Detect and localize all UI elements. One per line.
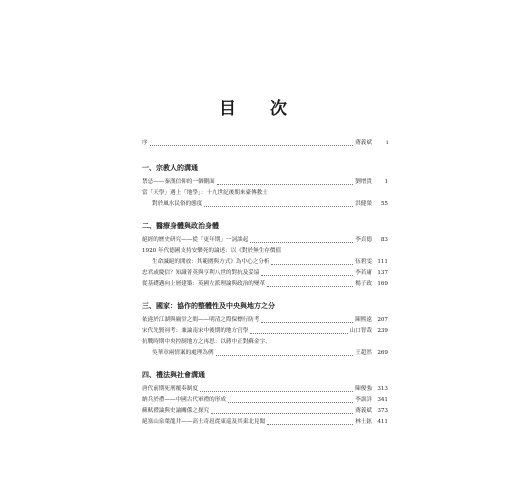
entry-page: 111 [377,259,388,265]
dot-leader [211,413,353,414]
section-heading: 三、國家：協作的整體性及中央與地方之分 [142,301,275,310]
entry-author: 陳熙遠 [355,317,372,323]
dot-leader [204,206,353,207]
dot-leader [200,391,353,392]
toc-entry[interactable] [142,348,388,359]
entry-author: 洪健榮 [355,201,372,207]
entry-title: 唐代前期死刑覆奏制度 [142,386,198,392]
toc-entry[interactable] [142,326,388,337]
toc-entry[interactable] [142,315,388,326]
dot-leader [217,184,353,185]
section-heading: 四、禮法與社會溝通 [142,370,205,379]
entry-title: 對於風水民俗的態度 [152,201,203,207]
entry-title: 依違於江湖與廟堂之間——明清之際保標行防考 [142,317,260,323]
toc-entry[interactable] [142,268,388,279]
entry-author: 李貞德 [355,237,372,243]
entry-page: 373 [377,408,388,414]
entry-author: 劉增貴 [355,179,372,185]
toc-entry[interactable] [142,235,388,246]
toc-entry[interactable] [142,246,388,257]
entry-title: 從基礎邁向上層建築：英國左派理論與政治的變革 [142,281,266,287]
toc-entry[interactable] [142,406,388,417]
entry-author: 李訓詳 [355,397,372,403]
toc-entry[interactable] [142,279,388,290]
toc-entry[interactable] [142,199,388,210]
entry-page: 239 [377,328,388,334]
dot-leader [267,424,353,425]
dot-leader [271,264,353,265]
entry-page: 411 [377,419,388,425]
entry-author: 楊子政 [355,281,372,287]
entry-page: 313 [377,386,388,392]
dot-leader [228,402,353,403]
dot-leader [250,242,353,243]
entry-author: 陳俊強 [355,386,372,392]
entry-title: 生命滅絕的開放：其範圍與方式》為中心之分析 [152,259,270,265]
toc-section [142,299,388,359]
entry-author: 李若庸 [355,270,372,276]
entry-title: 禁忌——秦漢信仰的一個側面 [142,179,215,185]
entry-author: 蔣義斌 [355,408,372,414]
toc-entry[interactable] [142,337,388,348]
entry-page: i [386,140,388,146]
entry-page: 1 [384,179,388,185]
entry-title: 序 [142,140,148,146]
entry-title: 抗戰時期中央控制地方之再思：以蔣中正對蘇金字、 [142,339,271,345]
entry-title: 絕經的歷史研究——從「更年期」一詞談起 [142,237,249,243]
dot-leader [261,275,353,276]
toc-section [142,161,388,210]
entry-title: 納兵於禮——中國古代軍禮的形成 [142,397,226,403]
toc-entry-preface[interactable] [142,138,388,149]
entry-author: 伍碧雯 [355,259,372,265]
toc-section [142,219,388,290]
toc-entry[interactable] [142,257,388,268]
entry-page: 207 [377,317,388,323]
entry-author: 山口智哉 [349,328,372,334]
entry-page: 137 [377,270,388,276]
entry-page: 83 [380,237,388,243]
toc-entry[interactable] [142,395,388,406]
entry-page: 169 [377,281,388,287]
page-title: 目 次 [219,99,301,119]
dot-leader [150,145,354,146]
entry-title: 當「天學」遇上「地學」：十九世紀後期來臺傳教士 [142,190,268,196]
section-heading: 二、醫療身體與政治身體 [142,221,219,230]
toc-entry[interactable] [142,417,388,428]
entry-title: 忠君或慶信？知識菁英與亨利八世的對抗及妥協 [142,270,260,276]
dot-leader [250,333,347,334]
dot-leader [267,286,353,287]
entry-page: 341 [377,397,388,403]
entry-page: 55 [380,201,388,207]
toc-entry[interactable] [142,384,388,395]
toc-section [142,368,388,428]
dot-leader [261,322,353,323]
toc-entry[interactable] [142,177,388,188]
entry-author: 王超然 [355,350,372,356]
table-of-contents [142,138,388,437]
entry-title: 蘇軾禮論與史論關係之探究 [142,408,210,414]
preface-block [142,138,388,149]
entry-page: 269 [377,350,388,356]
dot-leader [216,355,354,356]
entry-author: 林士鉉 [355,419,372,425]
entry-author: 蔣義斌 [355,140,372,146]
entry-title: 絕塞山泉葉龍井——高士奇扈從東巡及其東北見聞 [142,419,266,425]
section-heading: 一、宗教人的溝通 [142,163,198,172]
toc-entry[interactable] [142,188,388,199]
entry-title: 宋代先賢祠考：兼論南宋中後期的地方官學 [142,328,249,334]
entry-title: 1920 年代德國支持安樂死的論述：以《對於無生存價值 [142,248,282,254]
entry-title: 吳華章兩情案的處理為例 [152,350,214,356]
